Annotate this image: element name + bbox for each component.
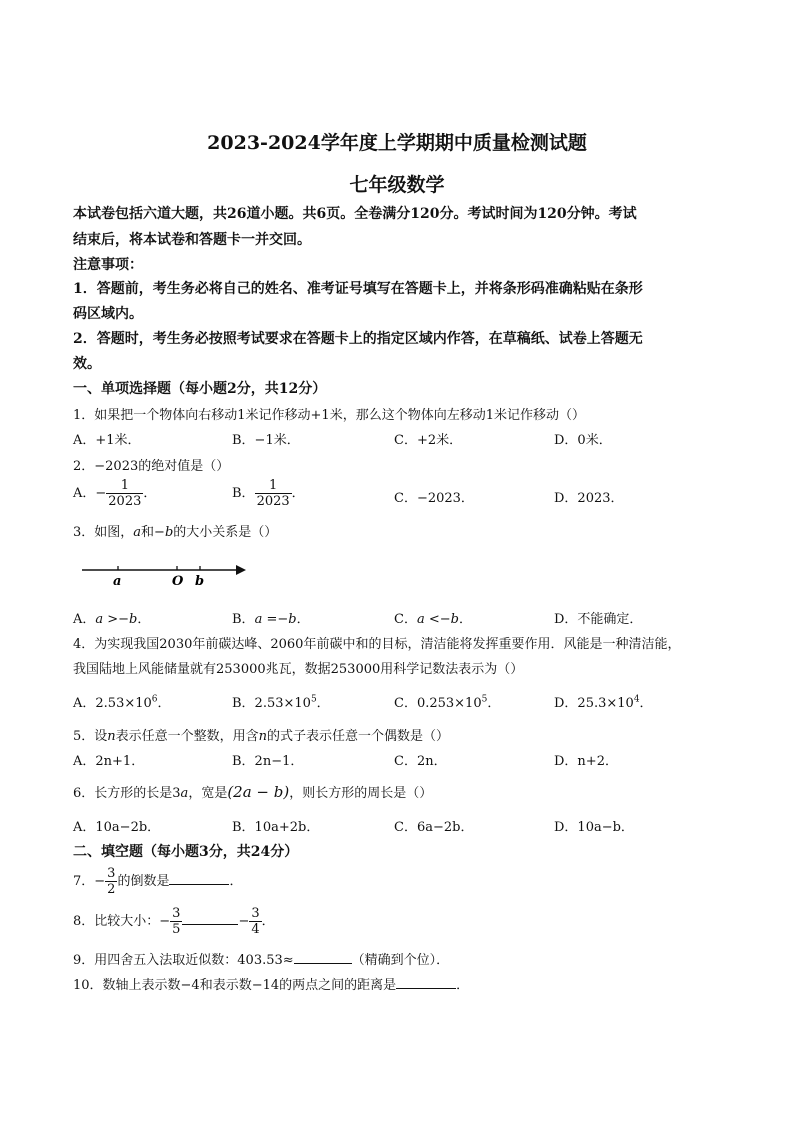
- q2-option-c: C．−2023．: [394, 491, 474, 506]
- q4-option-b: B．$2.53\times 10^5$．: [232, 694, 330, 711]
- note-2-line-1: 2．答题时，考生务必按照考试要求在答题卡上的指定区域内作答，在草稿纸、试卷上答题无: [73, 331, 643, 347]
- label-a: a: [113, 574, 122, 589]
- q6-stem: 6．长方形的长是3a，宽是(2a − b)，则长方形的周长是（）: [73, 783, 433, 801]
- fraction: $\frac{3}{4}$: [251, 906, 260, 937]
- q3-option-b: B．a =−b．: [232, 612, 310, 627]
- q9-line: 9．用四舍五入法取近似数：403.53≈ （精确到个位）．: [73, 953, 450, 968]
- answer-blank[interactable]: [169, 883, 229, 885]
- q3-option-d: D．不能确定．: [554, 612, 643, 627]
- q4-option-a: A．$2.53\times 10^6$．: [73, 694, 171, 711]
- q3-option-c: C．a <−b．: [394, 612, 472, 627]
- q8-line: 8．比较大小：− $\frac{3}{5}$ − $\frac{3}{4}$ ．: [73, 906, 275, 937]
- answer-blank[interactable]: [182, 923, 238, 925]
- q4-stem-line-2: 我国陆地上风能储量就有253000兆瓦，数据253000用科学记数法表示为（）: [73, 662, 524, 677]
- q5-option-c: C．2n．: [394, 754, 447, 769]
- page-subtitle: 七年级数学: [349, 174, 445, 196]
- q6-option-b: B．10a+2b．: [232, 820, 320, 835]
- q3-stem: 3．如图，a和−b的大小关系是（）: [73, 525, 278, 540]
- q2-option-a: A．− $\frac{1}{2023}$ ．: [73, 478, 157, 509]
- axis-arrow-icon: [236, 565, 246, 575]
- note-2-line-2: 效。: [73, 356, 101, 372]
- number-line-figure: [80, 555, 250, 589]
- q5-option-a: A．2n+1．: [73, 754, 145, 769]
- q7-line: 7．− $\frac{3}{2}$ 的倒数是 ．: [73, 866, 243, 897]
- q2-stem: 2．−2023的绝对值是（）: [73, 459, 230, 474]
- answer-blank[interactable]: [396, 987, 456, 989]
- fraction: $\frac{1}{2023}$: [256, 478, 290, 509]
- q1-stem: 1．如果把一个物体向右移动1米记作移动+1米，那么这个物体向左移动1米记作移动（）: [73, 408, 585, 423]
- q5-option-d: D．n+2．: [554, 754, 618, 769]
- q3-option-a: A．a >−b．: [73, 612, 151, 627]
- note-1-line-2: 码区域内。: [73, 306, 143, 322]
- section-1-heading: 一、单项选择题（每小题2分，共12分）: [73, 381, 327, 397]
- q10-line: 10．数轴上表示数−4和表示数−14的两点之间的距离是 ．: [73, 978, 470, 993]
- answer-blank[interactable]: [294, 962, 352, 964]
- q4-option-c: C．$0.253\times 10^5$．: [394, 694, 501, 711]
- q1-option-a: A．+1米．: [73, 433, 141, 448]
- page-title: 2023-2024学年度上学期期中质量检测试题: [207, 132, 587, 154]
- intro-line-1: 本试卷包括六道大题，共26道小题。共6页。全卷满分120分。考试时间为120分钟。考试: [73, 206, 637, 222]
- q1-option-d: D．0米．: [554, 433, 612, 448]
- intro-line-2: 结束后，将本试卷和答题卡一并交回。: [73, 232, 311, 248]
- fraction: $\frac{3}{5}$: [172, 906, 181, 937]
- q1-option-b: B．−1米．: [232, 433, 300, 448]
- q4-option-d: D．$25.3\times 10^4$．: [554, 694, 653, 711]
- q1-option-c: C．+2米．: [394, 433, 463, 448]
- q5-option-b: B．2n−1．: [232, 754, 304, 769]
- label-o: O: [172, 574, 184, 589]
- fraction: $\frac{1}{2023}$: [108, 478, 142, 509]
- q5-stem: 5．设n表示任意一个整数，用含n的式子表示任意一个偶数是（）: [73, 729, 450, 744]
- q2-option-b: B． $\frac{1}{2023}$ ．: [232, 478, 305, 509]
- notes-heading: 注意事项：: [73, 257, 143, 273]
- q4-stem-line-1: 4．为实现我国2030年前碳达峰、2060年前碳中和的目标，清洁能将发挥重要作用．风能是一种清洁能，: [73, 637, 681, 652]
- q6-option-a: A．10a−2b．: [73, 820, 161, 835]
- section-2-heading: 二、填空题（每小题3分，共24分）: [73, 844, 299, 860]
- fraction: $\frac{3}{2}$: [107, 866, 116, 897]
- q6-option-c: C．6a−2b．: [394, 820, 474, 835]
- note-1-line-1: 1．答题前，考生务必将自己的姓名、准考证号填写在答题卡上，并将条形码准确粘贴在条形: [73, 281, 643, 297]
- label-b: b: [195, 574, 205, 589]
- q6-option-d: D．10a−b．: [554, 820, 634, 835]
- q2-option-d: D．2023．: [554, 491, 624, 506]
